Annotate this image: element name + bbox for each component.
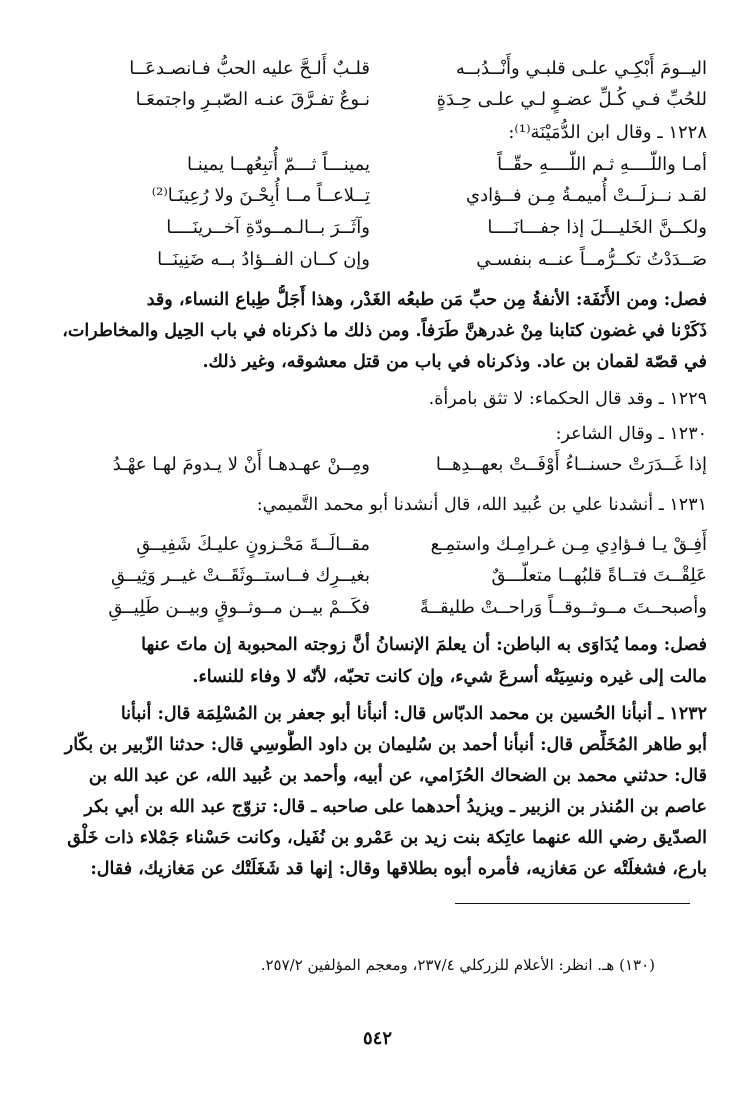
paragraph-line: ذَكَرْنا في غضون كتابنا مِنْ غدرهنَّ طَرَفاً. ومن ذلك ما ذكرناه في باب الحِيل والمخاطرات،	[62, 321, 707, 341]
verse-second-hemistich: قلـبٌ أَلـحَّ عليه الحبُّ فـانصـدعَــا	[129, 58, 370, 79]
verse-second-hemistich: فكَــمْ بيــن مــوثــوقٍ وبيــن طَلِيــقِ	[108, 597, 370, 618]
verse-second-hemistich: نـوعٌ تفـرَّقَ عنـه الصّبـرِ واجتمعَـا	[135, 89, 370, 110]
verse-second-hemistich: ومِــنْ عهـدهـا أَنْ لا يـدومَ لهـا عهْـدُ	[112, 454, 370, 475]
verse-first-hemistich: وأصبحــتَ مــوثــوقــاً وَراحــتْ طليقــةً	[419, 597, 707, 618]
paragraph-line: الصدّيق رضي الله عنهما عاتِكة بنت زيد بن عَمْرو بن نُفَيل، وكانت حَسْناء جَمْلاء ذات خَلْق	[67, 828, 707, 848]
verse-first-hemistich: أَفِـقْ يـا فـؤادِي مِـن غـرامِـك واستمِـع	[430, 534, 707, 555]
paragraph-line: أبو طاهر المُخَلِّص قال: أنبأنا أحمد بن سُليمان بن داود الطُّوسِي قال: حدثنا الزّبير بن بكّار	[64, 735, 707, 755]
paragraph-line: فصل: ومن الأَنَفَة: الأنفةُ مِن حبِّ مَن طبعُه الغَدْر، وهذا أَجَلُّ طِباع النساء، وقد	[146, 290, 707, 310]
verse-second-hemistich: وآثَــرَ بــالـمــودّةِ آخــرينَــــا	[166, 217, 370, 238]
verse-first-hemistich: عَلِقْــتَ فتــاةً قلبُهــا متعلّـــقٌ	[491, 565, 707, 586]
verse-second-hemistich: تِــلاعــاً مــا أُبِحْـنَ ولا رُعِينَـا⁽²⁾	[151, 185, 370, 206]
entry-1229: ١٢٢٩ ـ وقد قال الحكماء: لا تثق بامرأة.	[428, 389, 707, 409]
verse-first-hemistich: للحُبِّ فـي كُـلِّ عضـوٍ لـي علـى حِـدَةٍ	[436, 89, 707, 110]
verse-second-hemistich: يمينـــاً ثـــمّ أُتبِعُهــا يمينـا	[186, 154, 370, 175]
verse-first-hemistich: ولكــنَّ الخَليـــلَ إذا جفـــانَــــا	[487, 217, 707, 238]
verse	[70, 450, 707, 480]
verse-first-hemistich: لقـد نــزلَــتْ أُميمـةُ مِـن فــؤادي	[466, 185, 707, 206]
verse-first-hemistich: إذا غَــدَرَتْ حسنــاءُ أَوْفَــتْ بعهــدِهــا	[435, 454, 707, 475]
verse	[70, 181, 707, 211]
paragraph-line: ١٢٣٢ ـ أنبأنا الحُسين بن محمد الدبّاس قال: أنبأنا أبو جعفر بن المُسْلِمَة قال: أنبأنا	[120, 704, 707, 724]
footnote-separator	[455, 903, 690, 904]
page-number: ٥٤٢	[362, 1028, 392, 1049]
verse	[70, 85, 707, 115]
paragraph-line: مالت إلى غيره ونسِيَتْه أسرعَ شيء، وإن كانت تحبّه، لأنّه لا وفاء للنساء.	[192, 667, 707, 687]
verse-first-hemistich: اليــومَ أَبْكِـي علـى قلبـي وأَنْــدُبــه	[455, 58, 707, 79]
verse	[70, 593, 707, 623]
paragraph-line: بارع، فشغلَتْه عن مَغازيه، فأمره أبوه بطلاقها وقال: إنها قد شَغَلَتْك عن مَغازيك، فقال:	[90, 859, 707, 879]
footnote-continuation: (١٣٠) هـ. انظر: الأعلام للزركلي ٢٣٧/٤، ومعجم المؤلفين ٢٥٧/٢.	[260, 956, 655, 974]
entry-heading-1230: ١٢٣٠ ـ وقال الشاعر:	[555, 424, 707, 444]
paragraph-line: قال: حدثني محمد بن الضحاك الحُزَامي، عن أبيه، وأحمد بن عُبيد الله، عن عبد الله بن	[88, 766, 707, 786]
verse-first-hemistich: أمـا واللّــــهِ ثـم اللّــــهِ حقّــاً	[497, 154, 707, 175]
entry-heading-1231: ١٢٣١ ـ أنشدنا علي بن عُبيد الله، قال أنشدنا أبو محمد التَّميمي:	[256, 495, 707, 515]
verse	[70, 213, 707, 243]
verse	[70, 150, 707, 180]
verse-second-hemistich: مقــالَــةَ مَحْـزونٍ عليـكَ شَفِيــقِ	[136, 534, 370, 555]
paragraph-line: في قصّة لقمان بن عاد. وذكرناه في باب من قتل معشوقه، وغير ذلك.	[202, 352, 707, 372]
entry-heading-1228: ١٢٢٨ ـ وقال ابن الدُّمَيْنَة⁽¹⁾:	[508, 122, 707, 143]
verse	[70, 245, 707, 275]
verse	[70, 54, 707, 84]
verse-second-hemistich: بغيــرِك فــاستــوثَقَــتْ غيــر وَثِيــقِ	[111, 565, 370, 586]
paragraph-line: عاصم بن المُنذر بن الزبير ـ ويزيدُ أحدهما على صاحبه ـ قال: تزوّج عبد الله بن أبي بكر	[84, 797, 707, 817]
verse-second-hemistich: وإن كــان الفــؤادُ بــه ضَنِينَــا	[157, 249, 370, 270]
paragraph-line: فصل: ومما يُدَاوَى به الباطن: أن يعلمَ الإنسانُ أنَّ زوجته المحبوبة إن ماتَ عنها	[141, 635, 707, 655]
verse-first-hemistich: صَــدَدْتُ تكــرُّمــاً عنــه بنفسـي	[476, 249, 707, 270]
verse	[70, 561, 707, 591]
verse	[70, 530, 707, 560]
